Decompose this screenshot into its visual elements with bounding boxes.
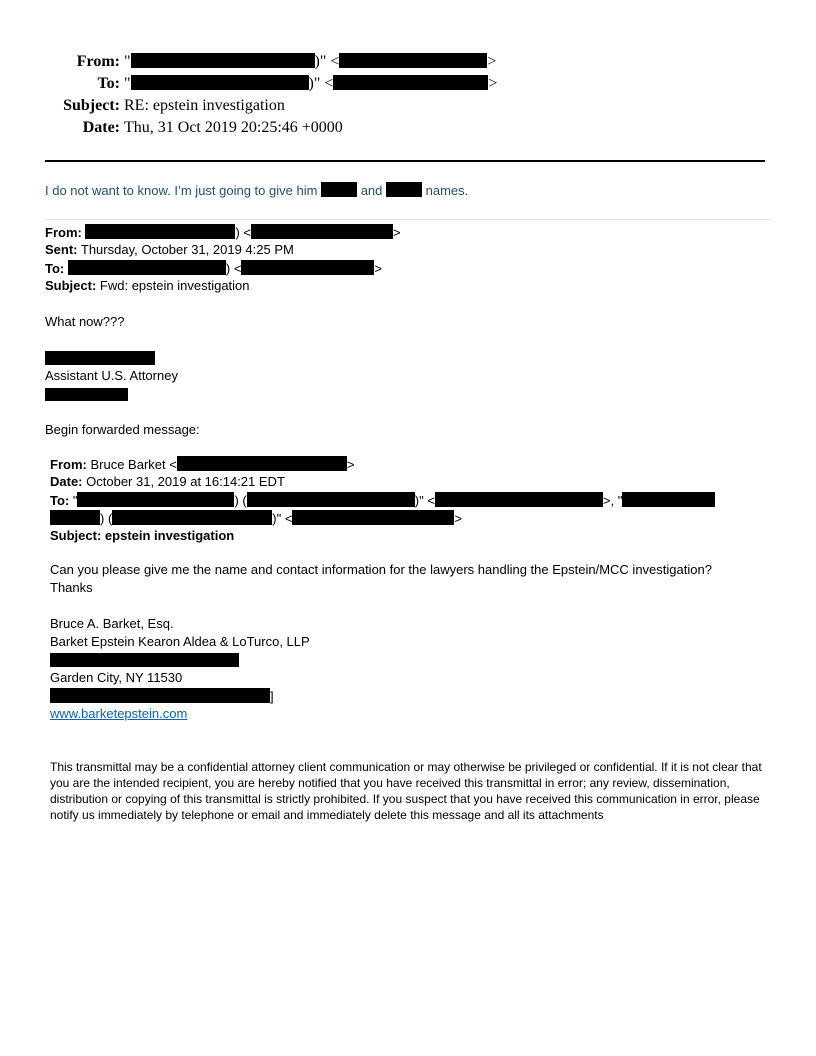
fwd-subject-line [45,278,250,293]
redaction [251,224,393,239]
confidentiality-disclaimer: This transmittal may be a confidential attorney client communication or may otherwise be privileged or confidential. If it is not clear that you are the intended recipient, you are hereby notified that you have received this transmittal in error; any review, dissemination, distribution or copying of this transmittal is strictly prohibited. If you suspect that you have received this communication in error, please notify us immediately by telephone or email and immediately delete this message and all its attachments [50,760,762,822]
redaction [131,75,309,90]
header-subject-label: Subject: [63,97,120,114]
inner-to-line-2: ) ( )" < > [50,510,462,526]
redaction [247,492,415,507]
redaction [50,653,239,667]
fwd-from-line: From: ) < > [45,225,401,240]
reply-message [45,182,468,198]
redaction [131,53,315,68]
signature-firm: Barket Epstein Kearon Aldea & LoTurco, LLP [50,634,310,649]
redaction [45,351,155,365]
signature-redacted-line: ] [50,688,274,704]
redaction [321,182,357,197]
fwd-subject-label: Subject: [45,278,97,293]
reply-text-start: I do not want to know. I’m just going to give him [45,183,318,198]
redaction [112,510,272,525]
inner-subject-line [50,528,234,543]
redaction [241,260,374,275]
reply-text-end: names. [425,183,469,198]
fwd-sent-label: Sent: [45,242,78,257]
signature-city: Garden City, NY 11530 [50,670,183,685]
inner-to-label: To: [50,493,70,508]
inner-subject-label: Subject: [50,528,102,543]
header-divider [45,160,765,162]
redaction [77,492,234,507]
inner-from-line: From: Bruce Barket < > [50,457,355,472]
begin-forwarded: Begin forwarded message: [45,422,200,437]
redaction [45,388,128,401]
inner-from-label: From: [50,457,87,472]
redaction [177,456,347,471]
header-date-label: Date: [82,119,120,136]
header-from-value: " )" < > [124,53,497,70]
fwd-sent-value: Thursday, October 31, 2019 4:25 PM [80,242,294,257]
inner-date-value: October 31, 2019 at 16:14:21 EDT [86,474,285,489]
redaction [292,510,454,525]
fwd-subject-value: Fwd: epstein investigation [99,278,250,293]
header-subject: RE: epstein investigation [124,97,285,114]
inner-body-line2: Thanks [50,580,93,595]
reply-text-and: and [360,183,383,198]
fwd-from-label: From: [45,225,82,240]
header-to-value: " )" < > [124,75,498,92]
fwd-to-label: To: [45,261,65,276]
redaction [622,492,715,507]
header-to-label: To: [97,75,120,92]
fwd-body: What now??? [45,314,125,329]
header-from-label: From: [76,53,120,70]
inner-from-name: Bruce Barket [90,457,166,472]
inner-body-line1: Can you please give me the name and contact information for the lawyers handling the Epstein/MCC investigation? [50,562,712,577]
inner-subject-value: epstein investigation [104,528,235,543]
signature-website-link[interactable]: www.barketepstein.com [50,706,188,721]
fwd-sent-line [45,242,294,257]
redaction [386,182,422,197]
redaction [50,510,100,525]
signature-name: Bruce A. Barket, Esq. [50,616,174,631]
fwd-to-line: To: ) < > [45,261,383,276]
redaction [85,224,235,239]
reply-divider [45,219,771,220]
redaction [333,75,488,90]
redaction [50,688,270,703]
redaction [435,492,603,507]
header-date: Thu, 31 Oct 2019 20:25:46 +0000 [124,119,343,136]
sender-title: Assistant U.S. Attorney [45,368,178,383]
inner-date-label: Date: [50,474,83,489]
inner-to-line: To: " ) ( )" < >, " [50,492,715,508]
redaction [339,53,487,68]
redaction [68,260,226,275]
signature-url-line [50,706,187,721]
inner-date-line [50,474,285,489]
